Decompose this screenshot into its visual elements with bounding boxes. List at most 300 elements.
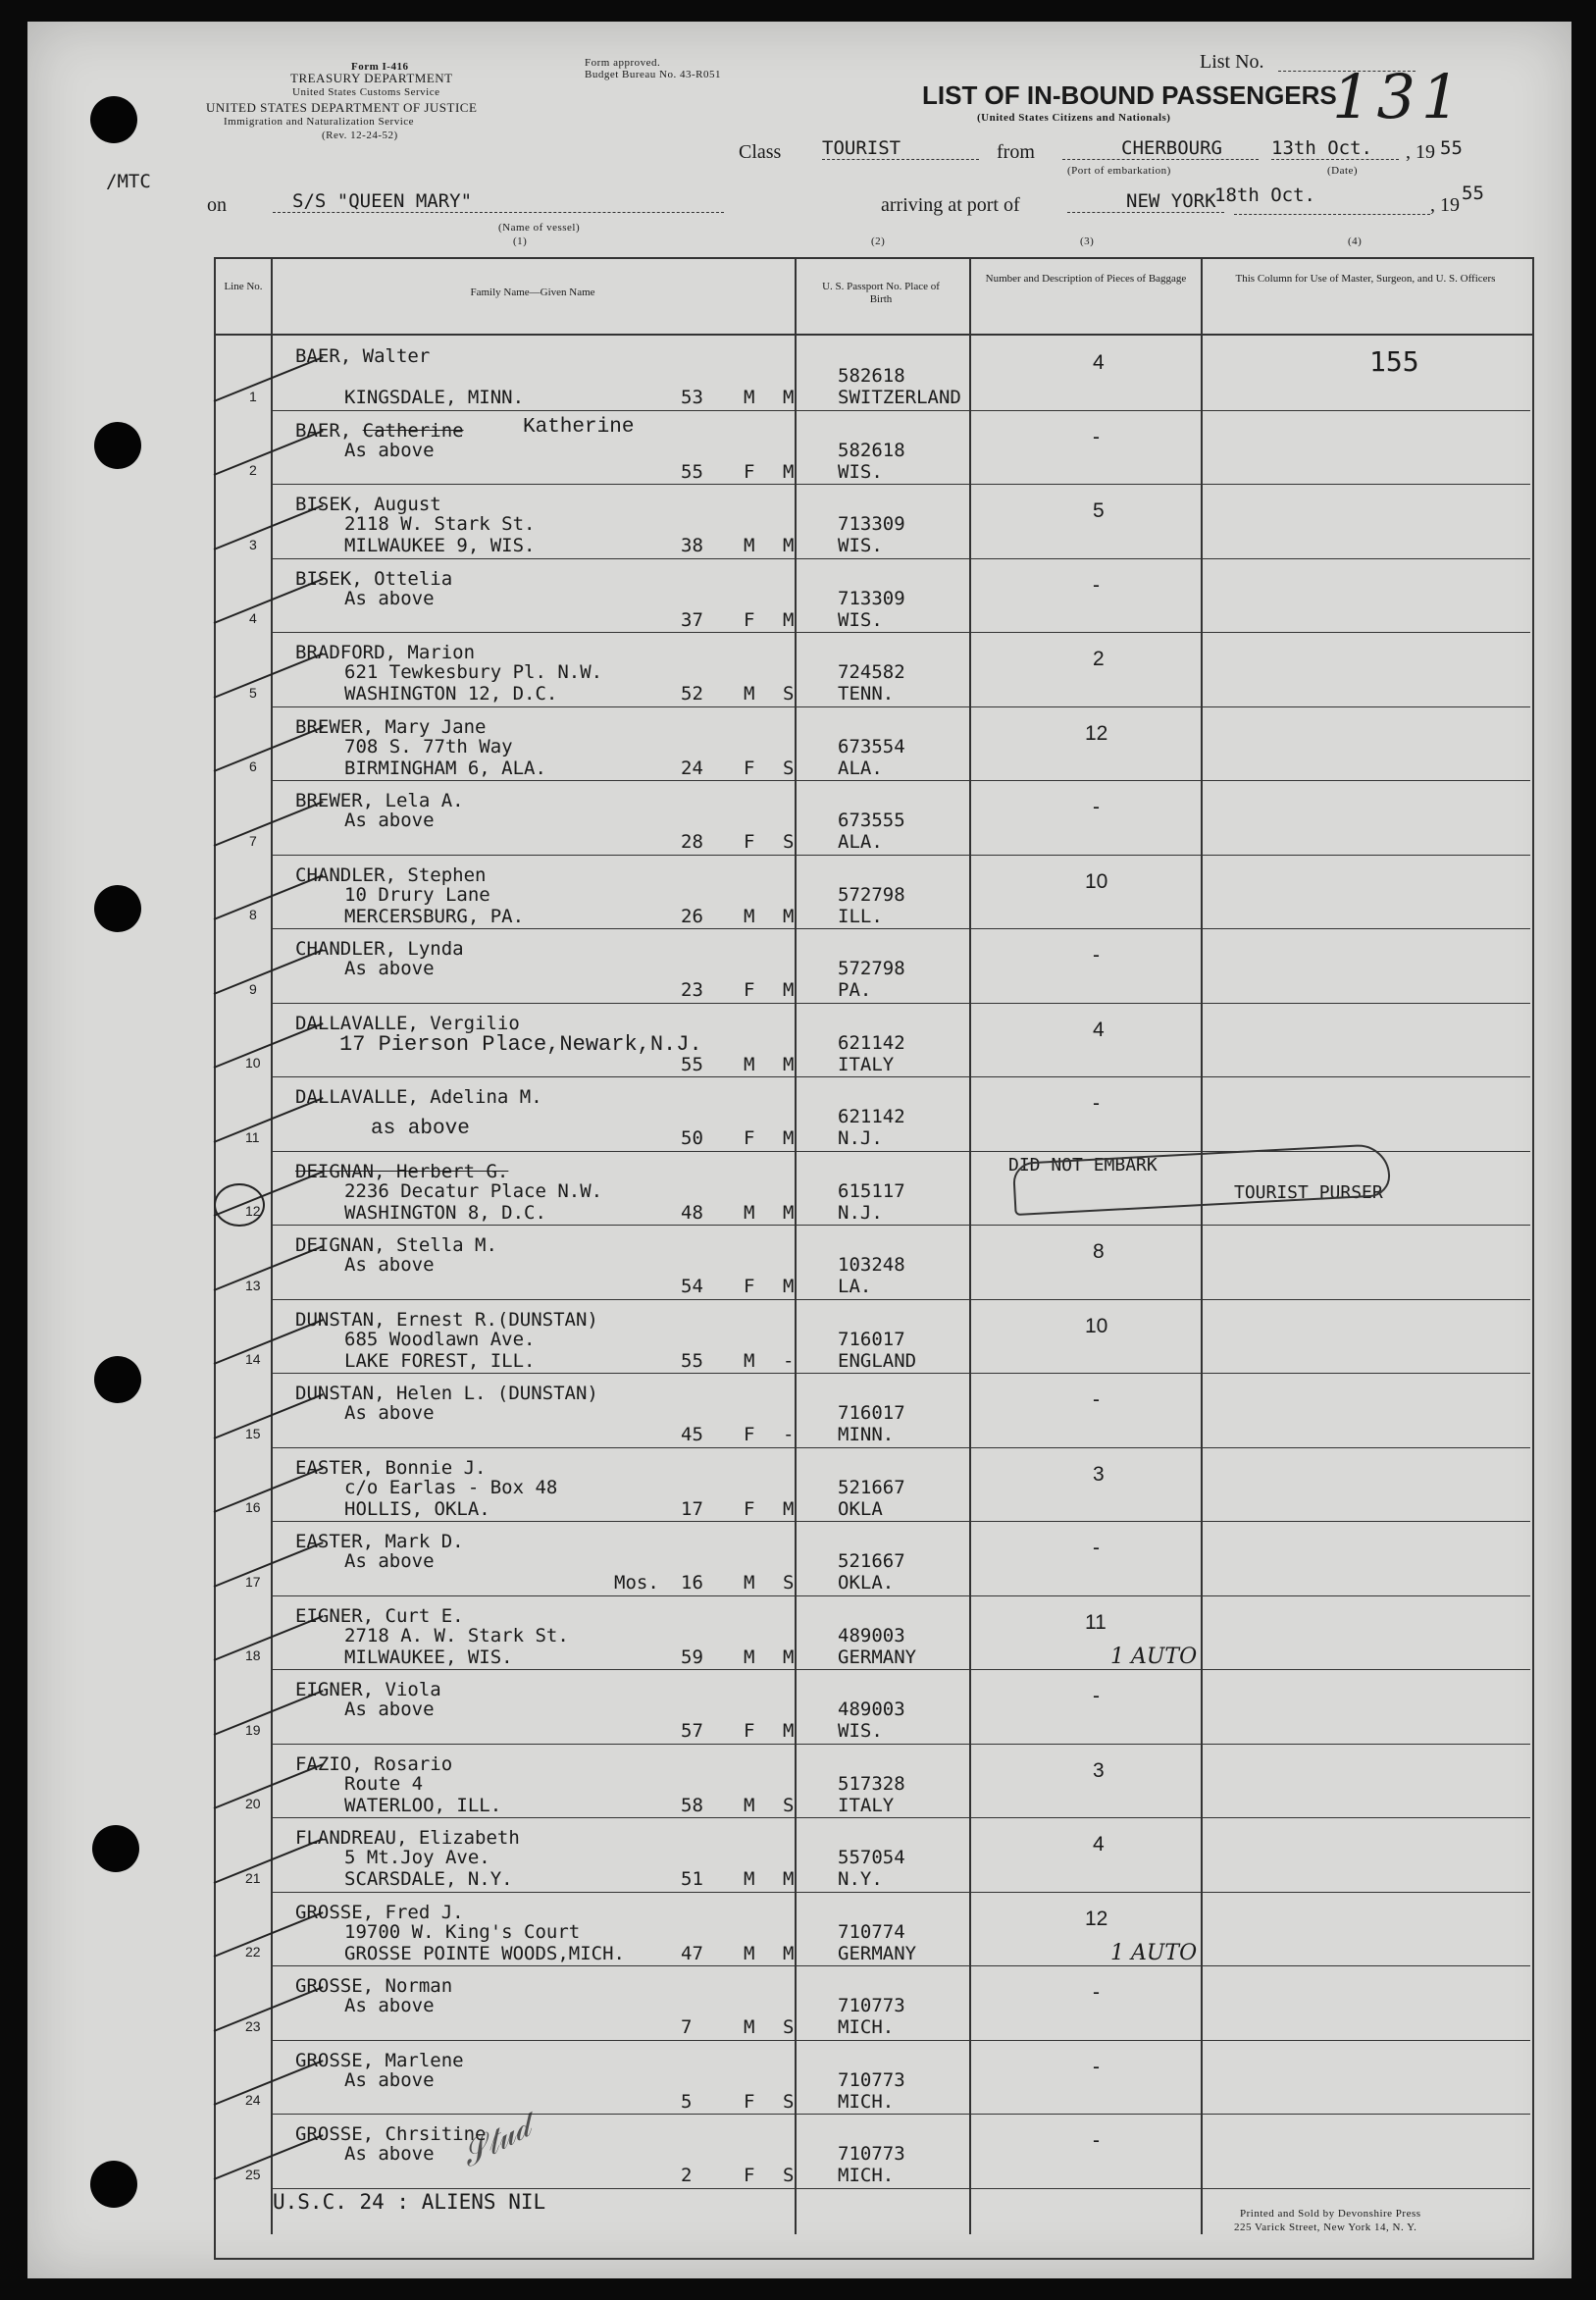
header-name: Family Name—Given Name <box>470 287 595 298</box>
passenger-name: DUNSTAN, Helen L. (DUNSTAN) <box>295 1383 598 1404</box>
marital-status: S <box>783 1572 795 1594</box>
passenger-sex: M <box>744 683 755 705</box>
passenger-name: BRADFORD, Marion <box>295 642 476 663</box>
baggage-count: - <box>1093 944 1100 967</box>
marital-status: M <box>783 1127 795 1149</box>
line-number: 1 <box>249 389 257 404</box>
passenger-name: CHANDLER, Stephen <box>295 864 487 886</box>
passport-number: 713309 <box>838 513 905 535</box>
place-of-birth: MICH. <box>838 2016 895 2038</box>
marital-status: M <box>783 535 795 556</box>
passenger-age: 52 <box>681 683 703 705</box>
place-of-birth: SWITZERLAND <box>838 387 961 408</box>
address-line-2: LAKE FOREST, ILL. <box>344 1350 536 1372</box>
row-separator <box>271 2188 1530 2189</box>
passenger-name: GROSSE, Chrsitine <box>295 2123 487 2145</box>
passenger-age: 58 <box>681 1795 703 1816</box>
printer-line-1: Printed and Sold by Devonshire Press <box>1240 2208 1421 2220</box>
address-line-1: As above <box>344 2069 435 2091</box>
passenger-sex: M <box>744 535 755 556</box>
baggage-count: 12 <box>1085 1908 1108 1930</box>
passenger-age: 55 <box>681 1350 703 1372</box>
marital-status: - <box>783 1424 795 1445</box>
row-separator <box>271 2114 1530 2115</box>
passenger-sex: F <box>744 2165 755 2186</box>
passenger-name: DUNSTAN, Ernest R.(DUNSTAN) <box>295 1309 598 1331</box>
line-number: 7 <box>249 833 257 849</box>
year-prefix: , 19 <box>1406 141 1435 163</box>
address-line-1: 2718 A. W. Stark St. <box>344 1625 569 1647</box>
baggage-auto: 1 AUTO <box>1110 1645 1198 1669</box>
address-line-1: as above <box>371 1118 470 1140</box>
place-of-birth: PA. <box>838 979 872 1001</box>
passenger-name: DALLAVALLE, Vergilio <box>295 1013 520 1034</box>
address-line-1: As above <box>344 1402 435 1424</box>
passport-number: 489003 <box>838 1625 905 1647</box>
place-of-birth: GERMANY <box>838 1943 917 1964</box>
manifest-page <box>27 22 1571 2278</box>
address-line-2: WATERLOO, ILL. <box>344 1795 502 1816</box>
col-divider-line <box>271 257 273 2234</box>
passenger-sex: F <box>744 2091 755 2113</box>
place-of-birth: WIS. <box>838 461 883 483</box>
name-correction: Katherine <box>523 416 635 439</box>
address-line-1: 10 Drury Lane <box>344 884 490 906</box>
row-separator <box>271 706 1530 707</box>
from-date: 13th Oct. <box>1271 137 1399 160</box>
marital-status: M <box>783 1054 795 1075</box>
printer-line-2: 225 Varick Street, New York 14, N. Y. <box>1234 2222 1417 2233</box>
passenger-sex: M <box>744 1054 755 1075</box>
passport-number: 615117 <box>838 1180 905 1202</box>
passport-number: 716017 <box>838 1402 905 1424</box>
marital-status: S <box>783 831 795 853</box>
row-separator <box>271 1299 1530 1300</box>
passenger-name: BREWER, Lela A. <box>295 790 464 811</box>
passenger-sex: F <box>744 1276 755 1297</box>
passenger-age: 24 <box>681 758 703 779</box>
passenger-sex: M <box>744 1795 755 1816</box>
line-number: 13 <box>245 1278 261 1293</box>
passenger-age: 53 <box>681 387 703 408</box>
passenger-sex: M <box>744 1647 755 1668</box>
marital-status: M <box>783 979 795 1001</box>
passport-number: 582618 <box>838 365 905 387</box>
baggage-auto: 1 AUTO <box>1110 1941 1198 1965</box>
passenger-sex: M <box>744 1202 755 1224</box>
passenger-age: 2 <box>681 2165 693 2186</box>
col-divider-passport <box>795 257 797 2234</box>
passport-number: 621142 <box>838 1106 905 1127</box>
passenger-sex: M <box>744 1350 755 1372</box>
baggage-count: 4 <box>1093 1019 1105 1041</box>
vessel-name: S/S "QUEEN MARY" <box>273 190 724 213</box>
passenger-age: 5 <box>681 2091 693 2113</box>
header-officers: This Column for Use of Master, Surgeon, and U. S. Officers <box>1235 273 1496 285</box>
passenger-sex: F <box>744 1498 755 1520</box>
baggage-count: - <box>1093 2129 1100 2152</box>
place-of-birth: ITALY <box>838 1054 895 1075</box>
passenger-age: 51 <box>681 1868 703 1890</box>
passenger-name: DALLAVALLE, Adelina M. <box>295 1086 542 1108</box>
baggage-count: 11 <box>1085 1611 1107 1634</box>
row-separator <box>271 558 1530 559</box>
arriving-label: arriving at port of <box>881 194 1020 216</box>
marital-status: M <box>783 1202 795 1224</box>
line-number: 25 <box>245 2167 261 2182</box>
year-prefix-text: 19 <box>1416 141 1435 163</box>
passenger-sex: F <box>744 831 755 853</box>
marital-status: M <box>783 1647 795 1668</box>
address-line-1: 708 S. 77th Way <box>344 736 513 758</box>
year-value: 55 <box>1440 137 1463 159</box>
passenger-age: 45 <box>681 1424 703 1445</box>
place-of-birth: OKLA <box>838 1498 883 1520</box>
address-line-1: As above <box>344 1254 435 1276</box>
class-value: TOURIST <box>822 137 979 160</box>
line-number: 16 <box>245 1499 261 1515</box>
passenger-age: 57 <box>681 1720 703 1742</box>
line-number: 21 <box>245 1870 261 1886</box>
passenger-name: BISEK, Ottelia <box>295 568 453 590</box>
passport-number: 673555 <box>838 810 905 831</box>
arrival-year: 55 <box>1462 183 1484 204</box>
marital-status: M <box>783 609 795 631</box>
baggage-count: - <box>1093 1685 1100 1707</box>
passport-number: 103248 <box>838 1254 905 1276</box>
place-of-birth: ALA. <box>838 758 883 779</box>
document-subtitle: (United States Citizens and Nationals) <box>977 112 1171 124</box>
baggage-count: - <box>1093 1537 1100 1559</box>
passport-number: 572798 <box>838 958 905 979</box>
passenger-sex: F <box>744 461 755 483</box>
place-of-birth: ALA. <box>838 831 883 853</box>
passenger-sex: M <box>744 1943 755 1964</box>
address-line-2: HOLLIS, OKLA. <box>344 1498 490 1520</box>
officer-remark: TOURIST PURSER <box>1234 1182 1383 1203</box>
row-separator <box>271 928 1530 929</box>
header-passport: U. S. Passport No. Place of Birth <box>822 281 940 305</box>
address-line-2: MILWAUKEE 9, WIS. <box>344 535 536 556</box>
passenger-age: 54 <box>681 1276 703 1297</box>
age-unit: Mos. <box>614 1572 659 1594</box>
address-line-1: 621 Tewkesbury Pl. N.W. <box>344 661 603 683</box>
passport-number: 582618 <box>838 440 905 461</box>
list-no-handwritten: 131 <box>1332 61 1467 132</box>
address-line-1: As above <box>344 588 435 609</box>
marital-status: S <box>783 2091 795 2113</box>
marital-status: S <box>783 1795 795 1816</box>
col-num-3: (3) <box>1080 235 1095 247</box>
marital-status: S <box>783 2165 795 2186</box>
line-number: 3 <box>249 537 257 552</box>
marital-status: S <box>783 683 795 705</box>
passport-number: 521667 <box>838 1477 905 1498</box>
passenger-sex: F <box>744 758 755 779</box>
passenger-age: 38 <box>681 535 703 556</box>
punch-hole <box>90 2161 137 2208</box>
baggage-count: - <box>1093 426 1100 448</box>
place-of-birth: TENN. <box>838 683 895 705</box>
passport-number: 557054 <box>838 1847 905 1868</box>
arrival-date: 18th Oct. <box>1214 184 1315 206</box>
passenger-name: EIGNER, Curt E. <box>295 1605 464 1627</box>
baggage-note: DID NOT EMBARK <box>1008 1155 1158 1176</box>
passenger-age: 28 <box>681 831 703 853</box>
line-number: 9 <box>249 981 257 997</box>
marital-status: M <box>783 906 795 927</box>
justice-dept: UNITED STATES DEPARTMENT OF JUSTICE <box>206 100 478 115</box>
passport-number: 489003 <box>838 1699 905 1720</box>
row-separator <box>271 855 1530 856</box>
row-separator <box>271 410 1530 411</box>
address-line-2: GROSSE POINTE WOODS,MICH. <box>344 1943 625 1964</box>
place-of-birth: LA. <box>838 1276 872 1297</box>
address-line-1: 2118 W. Stark St. <box>344 513 536 535</box>
passenger-age: 47 <box>681 1943 703 1964</box>
marital-status: M <box>783 1720 795 1742</box>
row-separator <box>271 1744 1530 1745</box>
address-line-1: As above <box>344 1550 435 1572</box>
address-line-2: KINGSDALE, MINN. <box>344 387 525 408</box>
passenger-age: 17 <box>681 1498 703 1520</box>
line-number: 19 <box>245 1722 261 1738</box>
col-num-4: (4) <box>1348 235 1363 247</box>
row-separator <box>271 632 1530 633</box>
marital-status: M <box>783 1868 795 1890</box>
passenger-age: 7 <box>681 2016 693 2038</box>
passenger-sex: M <box>744 1868 755 1890</box>
line-number: 23 <box>245 2018 261 2034</box>
address-line-1: As above <box>344 810 435 831</box>
line-number: 2 <box>249 462 257 478</box>
line-number: 14 <box>245 1351 261 1367</box>
punch-hole <box>94 422 141 469</box>
line-number: 8 <box>249 907 257 922</box>
passport-number: 716017 <box>838 1329 905 1350</box>
address-line-1: 19700 W. King's Court <box>344 1921 581 1943</box>
place-of-birth: N.J. <box>838 1127 883 1149</box>
address-line-2: SCARSDALE, N.Y. <box>344 1868 513 1890</box>
passenger-age: 23 <box>681 979 703 1001</box>
passport-number: 517328 <box>838 1773 905 1795</box>
address-line-2: BIRMINGHAM 6, ALA. <box>344 758 546 779</box>
row-separator <box>271 1076 1530 1077</box>
form-number: Form I-416 <box>351 61 409 73</box>
passenger-age: 37 <box>681 609 703 631</box>
passenger-age: 26 <box>681 906 703 927</box>
passenger-age: 50 <box>681 1127 703 1149</box>
date-underline <box>1234 214 1430 215</box>
passenger-sex: F <box>744 1127 755 1149</box>
treasury-dept: TREASURY DEPARTMENT <box>290 71 453 85</box>
place-of-birth: WIS. <box>838 535 883 556</box>
place-of-birth: WIS. <box>838 609 883 631</box>
baggage-count: 2 <box>1093 648 1105 670</box>
address-line-1: As above <box>344 958 435 979</box>
punch-hole <box>94 1356 141 1403</box>
address-line-1: 17 Pierson Place,Newark,N.J. <box>339 1032 702 1057</box>
row-separator <box>271 1669 1530 1670</box>
address-line-1: 5 Mt.Joy Ave. <box>344 1847 490 1868</box>
address-line-1: 2236 Decatur Place N.W. <box>344 1180 603 1202</box>
from-port: CHERBOURG <box>1062 137 1259 160</box>
passenger-name: EIGNER, Viola <box>295 1679 441 1700</box>
passport-number: 713309 <box>838 588 905 609</box>
passenger-age: 16 <box>681 1572 703 1594</box>
baggage-count: 5 <box>1093 499 1105 522</box>
passenger-age: 55 <box>681 1054 703 1075</box>
passenger-age: 48 <box>681 1202 703 1224</box>
passenger-name: GROSSE, Marlene <box>295 2050 464 2071</box>
marital-status: M <box>783 461 795 483</box>
place-of-birth: MINN. <box>838 1424 895 1445</box>
passenger-age: 59 <box>681 1647 703 1668</box>
document-title: LIST OF IN-BOUND PASSENGERS <box>922 80 1337 110</box>
passenger-sex: M <box>744 387 755 408</box>
passenger-name: BAER, Walter <box>295 345 431 367</box>
passenger-name: DEIGNAN, Stella M. <box>295 1234 497 1256</box>
baggage-count: 4 <box>1093 1833 1105 1856</box>
passenger-name: BAER, Catherine <box>295 420 464 442</box>
baggage-count: - <box>1093 1388 1100 1411</box>
address-line-1: Route 4 <box>344 1773 424 1795</box>
baggage-count: 3 <box>1093 1759 1105 1782</box>
arrival-port: NEW YORK <box>1067 190 1224 213</box>
place-of-birth: ITALY <box>838 1795 895 1816</box>
passenger-sex: M <box>744 1572 755 1594</box>
marital-status: S <box>783 758 795 779</box>
line-number: 20 <box>245 1796 261 1811</box>
from-label: from <box>997 141 1035 163</box>
embark-caption: (Port of embarkation) <box>1067 165 1171 177</box>
row-separator <box>271 1373 1530 1374</box>
ins-service: Immigration and Naturalization Service <box>224 116 415 128</box>
place-of-birth: MICH. <box>838 2165 895 2186</box>
line-number: 22 <box>245 1944 261 1960</box>
baggage-count: 10 <box>1085 1315 1108 1337</box>
passport-number: 710773 <box>838 2069 905 2091</box>
passport-number: 710773 <box>838 2143 905 2165</box>
baggage-count: 10 <box>1085 870 1108 893</box>
place-of-birth: GERMANY <box>838 1647 917 1668</box>
passenger-name: FAZIO, Rosario <box>295 1753 453 1775</box>
passenger-name: BISEK, August <box>295 494 441 515</box>
line-number: 6 <box>249 758 257 774</box>
passenger-name: CHANDLER, Lynda <box>295 938 464 960</box>
class-label: Class <box>739 141 782 163</box>
table-header-bottom <box>214 334 1532 336</box>
passport-number: 521667 <box>838 1550 905 1572</box>
passenger-sex: F <box>744 1720 755 1742</box>
officer-note: 155 <box>1369 345 1419 378</box>
address-line-2: MILWAUKEE, WIS. <box>344 1647 513 1668</box>
punch-hole <box>94 885 141 932</box>
passport-number: 724582 <box>838 661 905 683</box>
baggage-count: 12 <box>1085 722 1108 745</box>
col-divider-officers <box>1201 257 1203 2234</box>
row-separator <box>271 1817 1530 1818</box>
marital-status: M <box>783 1943 795 1964</box>
baggage-count: - <box>1093 574 1100 597</box>
place-of-birth: N.J. <box>838 1202 883 1224</box>
passenger-sex: M <box>744 2016 755 2038</box>
line-number: 5 <box>249 685 257 701</box>
revision: (Rev. 12-24-52) <box>322 130 398 141</box>
line-number: 4 <box>249 610 257 626</box>
col-num-1: (1) <box>513 235 528 247</box>
passenger-name: GROSSE, Fred J. <box>295 1902 464 1923</box>
address-line-2: MERCERSBURG, PA. <box>344 906 525 927</box>
passenger-name: EASTER, Bonnie J. <box>295 1457 487 1479</box>
passport-number: 710774 <box>838 1921 905 1943</box>
header-baggage: Number and Description of Pieces of Baggage <box>985 273 1187 285</box>
passenger-name: DEIGNAN, Herbert G. <box>295 1161 509 1182</box>
passport-number: 621142 <box>838 1032 905 1054</box>
col-num-2: (2) <box>871 235 886 247</box>
line-number: 11 <box>245 1129 260 1145</box>
customs-service: United States Customs Service <box>292 86 440 98</box>
baggage-count: - <box>1093 796 1100 818</box>
header-line-no: Line No. <box>224 281 263 292</box>
place-of-birth: OKLA. <box>838 1572 895 1594</box>
address-line-1: As above <box>344 440 435 461</box>
baggage-count: - <box>1093 1092 1100 1115</box>
baggage-count: 8 <box>1093 1240 1105 1263</box>
passenger-sex: M <box>744 906 755 927</box>
line-12-circle <box>214 1183 265 1227</box>
marital-status: - <box>783 1350 795 1372</box>
budget-bureau: Budget Bureau No. 43-R051 <box>585 69 721 80</box>
passenger-name: FLANDREAU, Elizabeth <box>295 1827 520 1849</box>
col-divider-baggage <box>969 257 971 2234</box>
row-separator <box>271 2040 1530 2041</box>
passenger-name: BREWER, Mary Jane <box>295 716 487 738</box>
place-of-birth: ENGLAND <box>838 1350 917 1372</box>
address-line-1: c/o Earlas - Box 48 <box>344 1477 558 1498</box>
address-line-1: 685 Woodlawn Ave. <box>344 1329 536 1350</box>
row-separator <box>271 1003 1530 1004</box>
place-of-birth: ILL. <box>838 906 883 927</box>
row-separator <box>271 1892 1530 1893</box>
list-no-label: List No. <box>1200 51 1264 73</box>
form-approved: Form approved. <box>585 57 661 69</box>
passenger-sex: F <box>744 979 755 1001</box>
row-separator <box>271 1447 1530 1448</box>
address-line-1: As above <box>344 2143 435 2165</box>
line-number: 17 <box>245 1574 261 1590</box>
line-number: 10 <box>245 1055 261 1071</box>
address-line-2: WASHINGTON 12, D.C. <box>344 683 558 705</box>
passenger-age: 55 <box>681 461 703 483</box>
on-label: on <box>207 194 227 216</box>
line-number: 12 <box>245 1203 261 1219</box>
passport-number: 710773 <box>838 1995 905 2016</box>
row-separator <box>271 1965 1530 1966</box>
marital-status: M <box>783 1498 795 1520</box>
baggage-count: - <box>1093 1981 1100 2004</box>
vessel-caption: (Name of vessel) <box>498 222 581 234</box>
row-separator <box>271 484 1530 485</box>
place-of-birth: WIS. <box>838 1720 883 1742</box>
address-line-1: As above <box>344 1995 435 2016</box>
date-caption: (Date) <box>1327 165 1359 177</box>
place-of-birth: MICH. <box>838 2091 895 2113</box>
line-number: 15 <box>245 1426 261 1441</box>
arrival-year-prefix: , 19 <box>1430 194 1460 216</box>
row-separator <box>271 1521 1530 1522</box>
signature-scrawl: 𝒮𝓉𝓊𝒹 <box>453 2106 538 2176</box>
